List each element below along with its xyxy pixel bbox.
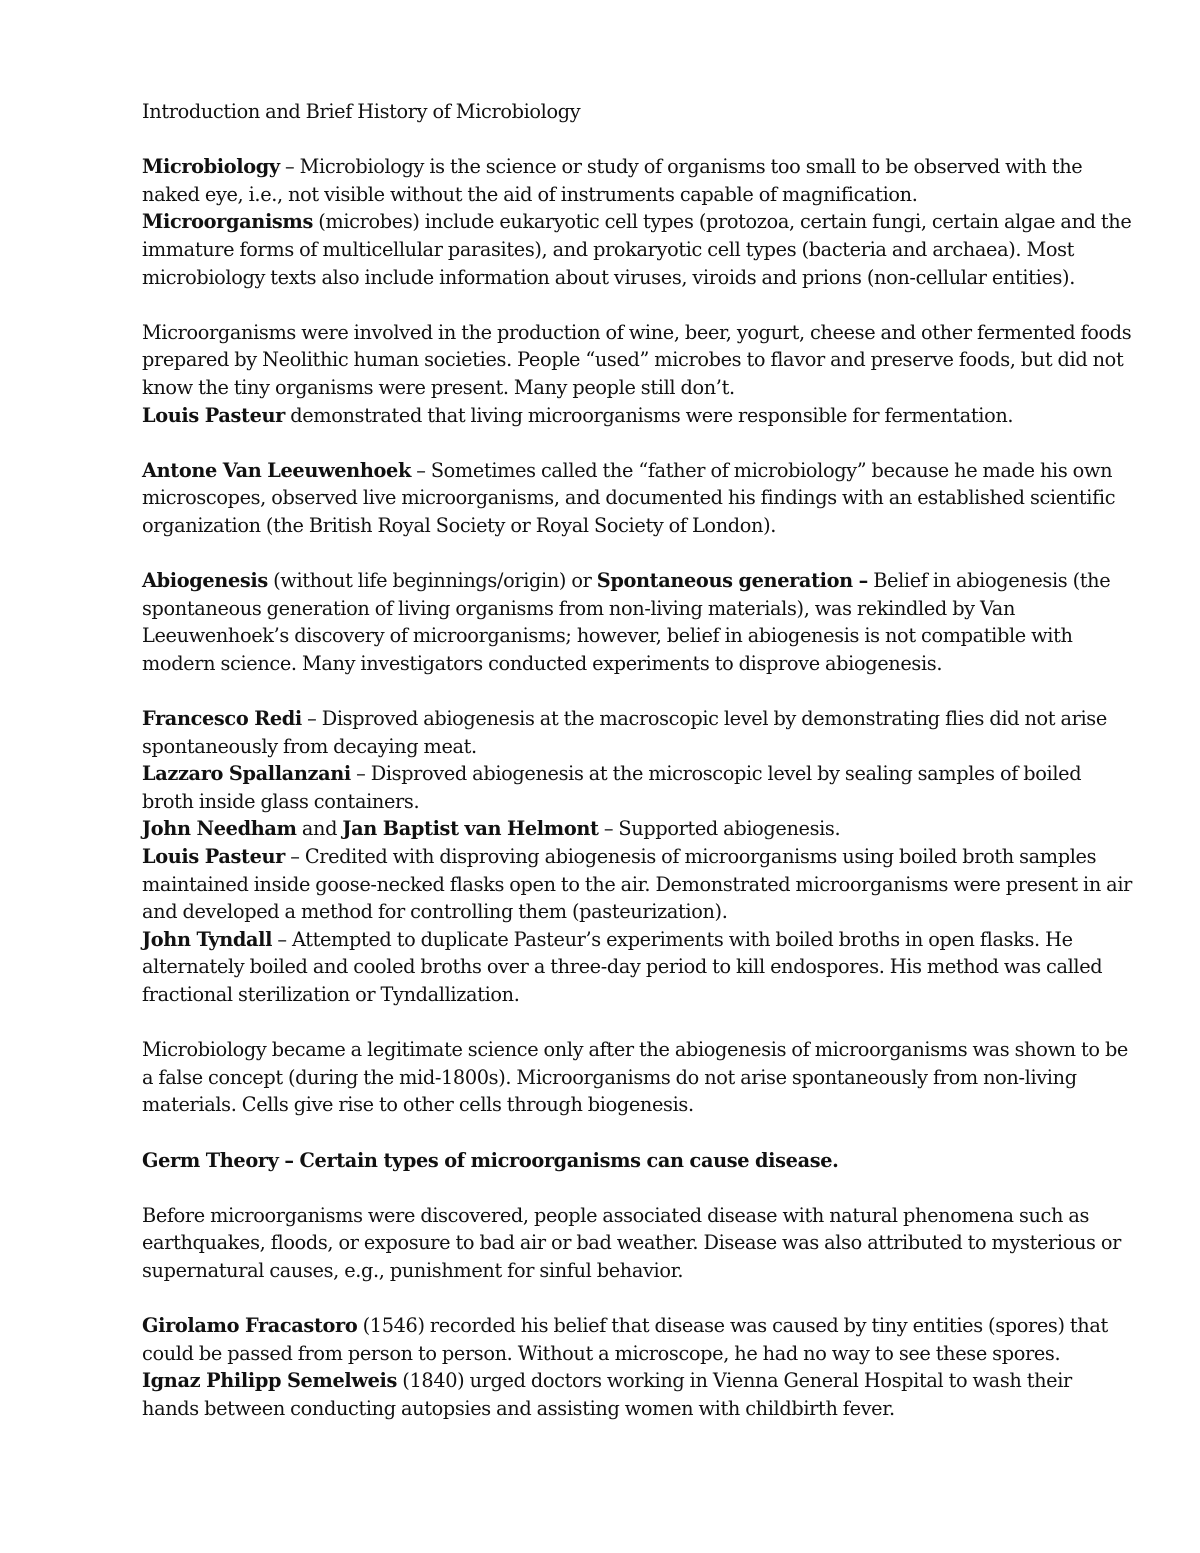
definition-pasteur-fermentation: demonstrated that living microorganisms were responsible for fermentation. xyxy=(284,403,1014,427)
spacer xyxy=(142,1009,1132,1037)
definition-abiogenesis: Belief in abiogenesis (the spontaneous generation of living organisms from non-living materials), was rekindled by Van Leeuwenhoek’s discovery of microorganisms; however, belief in abiogenesis is not compatible with modern science. Many investigators conducted experiments to disprove abiogenesis. xyxy=(142,569,1111,675)
paragraph-fracastoro xyxy=(142,1312,1132,1367)
paragraph-microorganisms xyxy=(142,208,1132,291)
term-van-helmont: Jan Baptist van Helmont xyxy=(342,817,599,841)
definition-tyndall: – Attempted to duplicate Pasteur’s experiments with boiled broths in open flasks. He alternately boiled and cooled broths over a three-day period to kill endospores. His method was called fractional sterilization or Tyndallization. xyxy=(142,927,1103,1006)
term-spallanzani: Lazzaro Spallanzani xyxy=(142,762,351,786)
abiogenesis-connector: (without life beginnings/origin) or xyxy=(267,569,597,593)
term-pasteur: Louis Pasteur xyxy=(142,845,285,869)
spacer xyxy=(142,1119,1132,1147)
term-microorganisms: Microorganisms xyxy=(142,210,313,234)
paragraph-before-discovery: Before microorganisms were discovered, people associated disease with natural phenomena such as earthquakes, floods, or exposure to bad air or bad weather. Disease was also attributed to mysterious or supernatural causes, e.g., punishment for sinful behavior. xyxy=(142,1203,1121,1282)
document-title: Introduction and Brief History of Microbiology xyxy=(142,100,581,123)
definition-spallanzani: – Disproved abiogenesis at the microscopic level by sealing samples of boiled broth inside glass containers. xyxy=(142,762,1082,813)
paragraph-pasteur-fermentation xyxy=(142,402,1132,430)
paragraph-fermentation: Microorganisms were involved in the production of wine, beer, yogurt, cheese and other fermented foods prepared by Neolithic human societies. People “used” microbes to flavor and preserve foods, but did not know the tiny organisms were present. Many people still don’t. xyxy=(142,320,1132,399)
term-needham: John Needham xyxy=(142,817,297,841)
paragraph-needham xyxy=(142,815,1132,843)
term-abiogenesis: Abiogenesis xyxy=(142,569,268,593)
paragraph-legitimate-science: Microbiology became a legitimate science only after the abiogenesis of microorganisms was shown to be a false concept (during the mid-1800s). Microorganisms do not arise spontaneously from non-living materials. Cells give rise to other cells through biogenesis. xyxy=(142,1038,1128,1117)
term-redi: Francesco Redi xyxy=(142,707,302,731)
definition-redi: – Disproved abiogenesis at the macroscopic level by demonstrating flies did not arise spontaneously from decaying meat. xyxy=(142,707,1107,758)
paragraph-microbiology xyxy=(142,153,1132,208)
term-microbiology: Microbiology xyxy=(142,155,280,179)
document-page xyxy=(142,98,1132,1423)
term-tyndall: John Tyndall xyxy=(142,927,273,951)
definition-needham: – Supported abiogenesis. xyxy=(598,817,841,841)
spacer xyxy=(142,291,1132,319)
term-fracastoro: Girolamo Fracastoro xyxy=(142,1314,358,1338)
definition-microorganisms: (microbes) include eukaryotic cell types (protozoa, certain fungi, certain algae and the immature forms of multicellular parasites), and prokaryotic cell types (bacteria and archaea). Most microbiology texts also include information about viruses, viroids and prions (non-cellular entities). xyxy=(142,210,1132,289)
definition-pasteur: – Credited with disproving abiogenesis of microorganisms using boiled broth samples maintained inside goose-necked flasks open to the air. Demonstrated microorganisms were present in air and developed a method for controlling them (pasteurization). xyxy=(142,845,1133,924)
paragraph-abiogenesis xyxy=(142,567,1132,677)
spacer xyxy=(142,429,1132,457)
spacer xyxy=(142,540,1132,568)
needham-connector: and xyxy=(296,817,343,841)
spacer xyxy=(142,1285,1132,1313)
definition-fracastoro: (1546) recorded his belief that disease was caused by tiny entities (spores) that could be passed from person to person. Without a microscope, he had no way to see these spores. xyxy=(142,1314,1108,1365)
definition-microbiology: – Microbiology is the science or study of organisms too small to be observed with the naked eye, i.e., not visible without the aid of instruments capable of magnification. xyxy=(142,155,1083,206)
paragraph-redi xyxy=(142,705,1132,760)
term-leeuwenhoek: Antone Van Leeuwenhoek xyxy=(142,458,411,482)
paragraph-tyndall xyxy=(142,926,1132,1009)
heading-germ-theory xyxy=(142,1147,1132,1175)
term-louis-pasteur: Louis Pasteur xyxy=(142,403,285,427)
definition-semelweis: (1840) urged doctors working in Vienna General Hospital to wash their hands between conducting autopsies and assisting women with childbirth fever. xyxy=(142,1369,1072,1420)
paragraph-semelweis xyxy=(142,1367,1132,1422)
paragraph-spallanzani xyxy=(142,760,1132,815)
term-semelweis: Ignaz Philipp Semelweis xyxy=(142,1369,398,1393)
spacer xyxy=(142,126,1132,154)
term-spontaneous-generation: Spontaneous generation – xyxy=(596,569,868,593)
spacer xyxy=(142,677,1132,705)
spacer xyxy=(142,1174,1132,1202)
paragraph-leeuwenhoek xyxy=(142,457,1132,540)
term-germ-theory: Germ Theory – Certain types of microorganisms can cause disease. xyxy=(142,1148,839,1172)
paragraph-pasteur xyxy=(142,843,1132,926)
definition-leeuwenhoek: – Sometimes called the “father of microbiology” because he made his own microscopes, observed live microorganisms, and documented his findings with an established scientific organization (the British Royal Society or Royal Society of London). xyxy=(142,458,1116,537)
